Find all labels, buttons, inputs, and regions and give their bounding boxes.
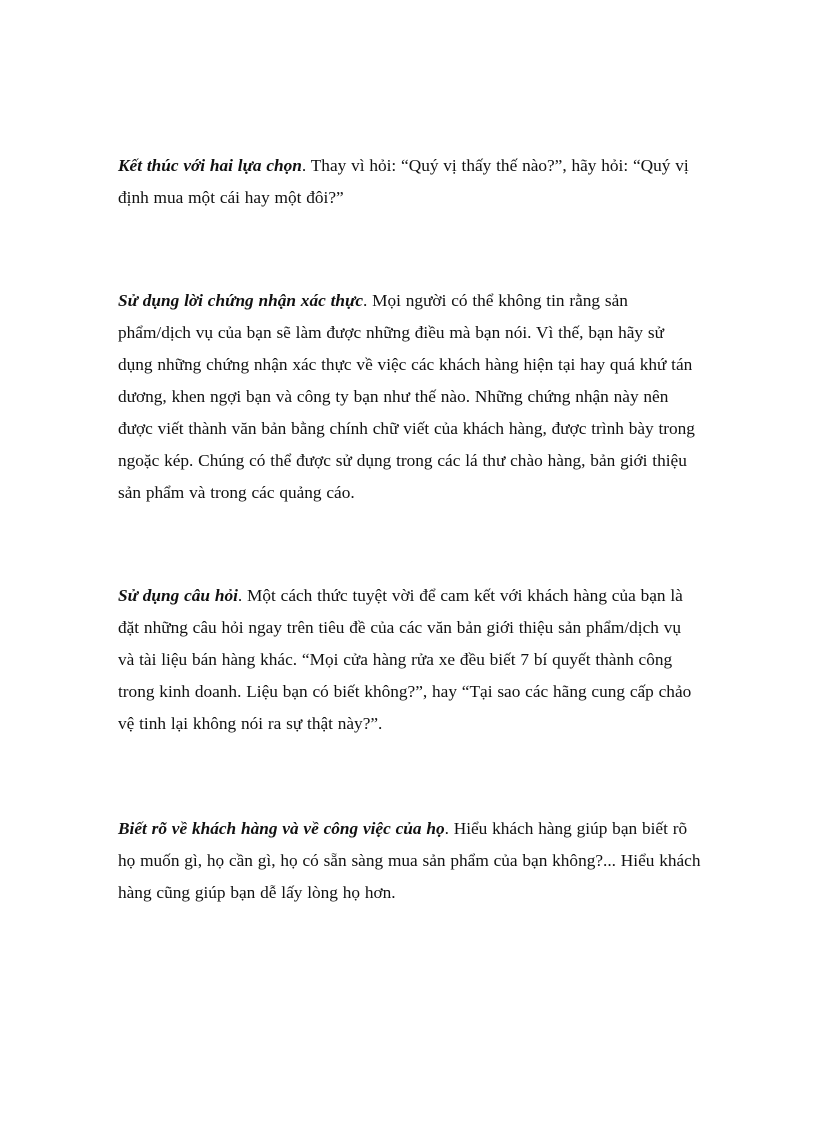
paragraph-heading: Sử dụng câu hỏi	[118, 586, 238, 605]
paragraph-two-choices	[118, 150, 708, 214]
paragraph-heading: Kết thúc với hai lựa chọn	[118, 156, 302, 175]
paragraph-questions	[118, 580, 708, 740]
paragraph-body: . Thay vì hỏi: “Quý vị thấy thế nào?”, hãy hỏi: “Quý vị định mua một cái hay một đôi?”	[118, 156, 689, 207]
paragraph-heading: Biết rõ về khách hàng và về công việc của họ	[118, 819, 445, 838]
paragraph-know-customers	[118, 813, 708, 909]
paragraph-body: . Hiểu khách hàng giúp bạn biết rõ họ muốn gì, họ cần gì, họ có sẵn sàng mua sản phẩm của bạn không?... Hiểu khách hàng cũng giúp bạn dễ lấy lòng họ hơn.	[118, 819, 701, 902]
paragraph-testimonials	[118, 285, 708, 509]
paragraph-body: . Một cách thức tuyệt vời để cam kết với khách hàng của bạn là đặt những câu hỏi ngay trên tiêu đề của các văn bản giới thiệu sản phẩm/dịch vụ và tài liệu bán hàng khác. “Mọi cửa hàng rửa xe đều biết 7 bí quyết thành công trong kinh doanh. Liệu bạn có biết không?”, hay “Tại sao các hãng cung cấp chảo vệ tinh lại không nói ra sự thật này?”.	[118, 586, 692, 733]
paragraph-body: . Mọi người có thể không tin rằng sản phẩm/dịch vụ của bạn sẽ làm được những điều mà bạn nói. Vì thế, bạn hãy sử dụng những chứng nhận xác thực về việc các khách hàng hiện tại hay quá khứ tán dương, khen ngợi bạn và công ty bạn như thế nào. Những chứng nhận này nên được viết thành văn bản bằng chính chữ viết của khách hàng, được trình bày trong ngoặc kép. Chúng có thể được sử dụng trong các lá thư chào hàng, bản giới thiệu sản phẩm và trong các quảng cáo.	[118, 291, 695, 502]
paragraph-heading: Sử dụng lời chứng nhận xác thực	[118, 291, 364, 310]
